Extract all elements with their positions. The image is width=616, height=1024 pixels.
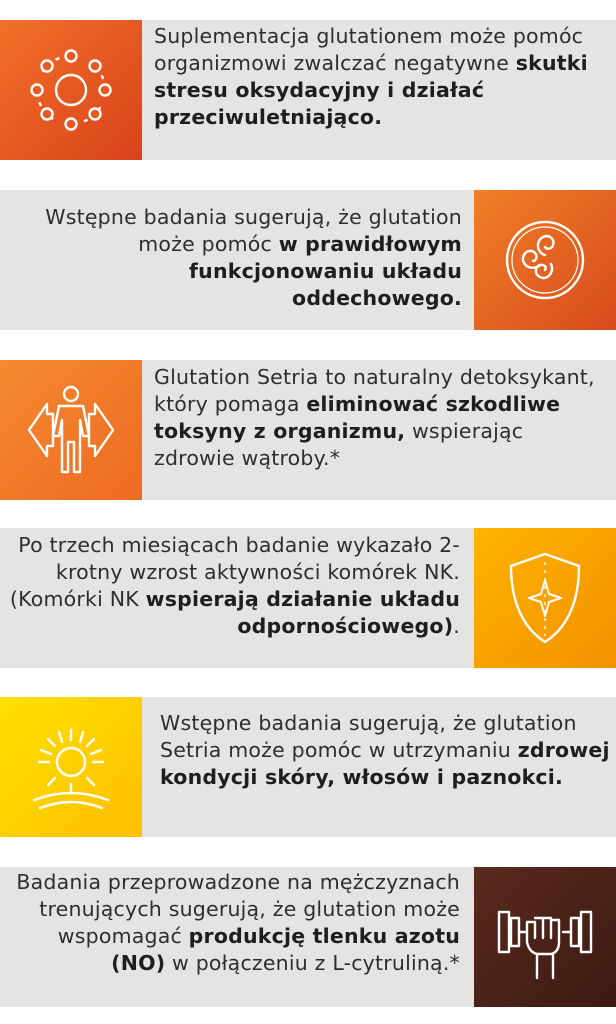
benefit-text-2-bold: w prawidłowym funkcjonowaniu układu oddechowego. bbox=[189, 232, 462, 310]
benefit-text-3 bbox=[154, 364, 610, 472]
shield-star-icon bbox=[505, 550, 585, 646]
benefit-text-4-tail: . bbox=[453, 614, 460, 638]
benefit-text-2 bbox=[14, 204, 462, 312]
benefit-row-3 bbox=[0, 360, 616, 500]
fist-dumbbell-icon bbox=[495, 892, 595, 982]
benefit-row-4 bbox=[0, 528, 616, 668]
sun-icon bbox=[26, 722, 116, 812]
spiral-swirl-icon bbox=[500, 215, 590, 305]
benefit-text-5-regular: Wstępne badania sugerują, że glutation Setria może pomóc w utrzymaniu bbox=[160, 711, 577, 762]
benefit-text-6-tail: w połączeniu z L-cytruliną.* bbox=[165, 951, 460, 975]
benefit-text-4-bold: wspierają działanie układu odpornościowego) bbox=[145, 587, 460, 638]
benefit-icon-box-3 bbox=[0, 360, 142, 500]
benefit-row-6 bbox=[0, 867, 616, 1007]
benefit-text-3-bold: eliminować szkodliwe toksyny z organizmu, bbox=[154, 392, 561, 443]
benefit-icon-box-1 bbox=[0, 20, 142, 160]
benefit-icon-box-4 bbox=[474, 528, 616, 668]
benefit-text-3-tail: wspierając zdrowie wątroby.* bbox=[154, 419, 524, 470]
benefit-text-2-regular: Wstępne badania sugerują, że glutation może pomóc bbox=[45, 205, 462, 256]
person-arrows-icon bbox=[21, 382, 121, 478]
benefit-text-6-bold: produkcję tlenku azotu (NO) bbox=[111, 924, 460, 975]
benefit-icon-box-6 bbox=[474, 867, 616, 1007]
benefit-text-5-bold: zdrowej kondycji skóry, włosów i paznokci. bbox=[160, 738, 610, 789]
circle-dots-icon bbox=[26, 45, 116, 135]
benefit-text-6 bbox=[8, 869, 460, 977]
benefit-text-4-regular: Po trzech miesiącach badanie wykazało 2-krotny wzrost aktywności komórek NK. (Komórki NK bbox=[9, 533, 460, 611]
benefit-text-1 bbox=[154, 23, 610, 131]
benefit-row-1 bbox=[0, 20, 616, 160]
benefit-row-5 bbox=[0, 697, 616, 837]
benefit-text-1-bold: skutki stresu oksydacyjny i działać przeciwuletniająco. bbox=[154, 51, 588, 129]
benefit-text-5 bbox=[160, 710, 610, 791]
benefit-text-3-regular: Glutation Setria to naturalny detoksykant, który pomaga bbox=[154, 365, 595, 416]
benefit-text-1-regular: Suplementacja glutationem może pomóc organizmowi zwalczać negatywne bbox=[154, 24, 584, 75]
benefit-text-4 bbox=[8, 532, 460, 640]
benefit-row-2 bbox=[0, 190, 616, 330]
benefit-icon-box-5 bbox=[0, 697, 142, 837]
benefit-icon-box-2 bbox=[474, 190, 616, 330]
benefit-text-6-regular: Badania przeprowadzone na mężczyznach trenujących sugerują, że glutation może wspomagać bbox=[16, 870, 460, 948]
